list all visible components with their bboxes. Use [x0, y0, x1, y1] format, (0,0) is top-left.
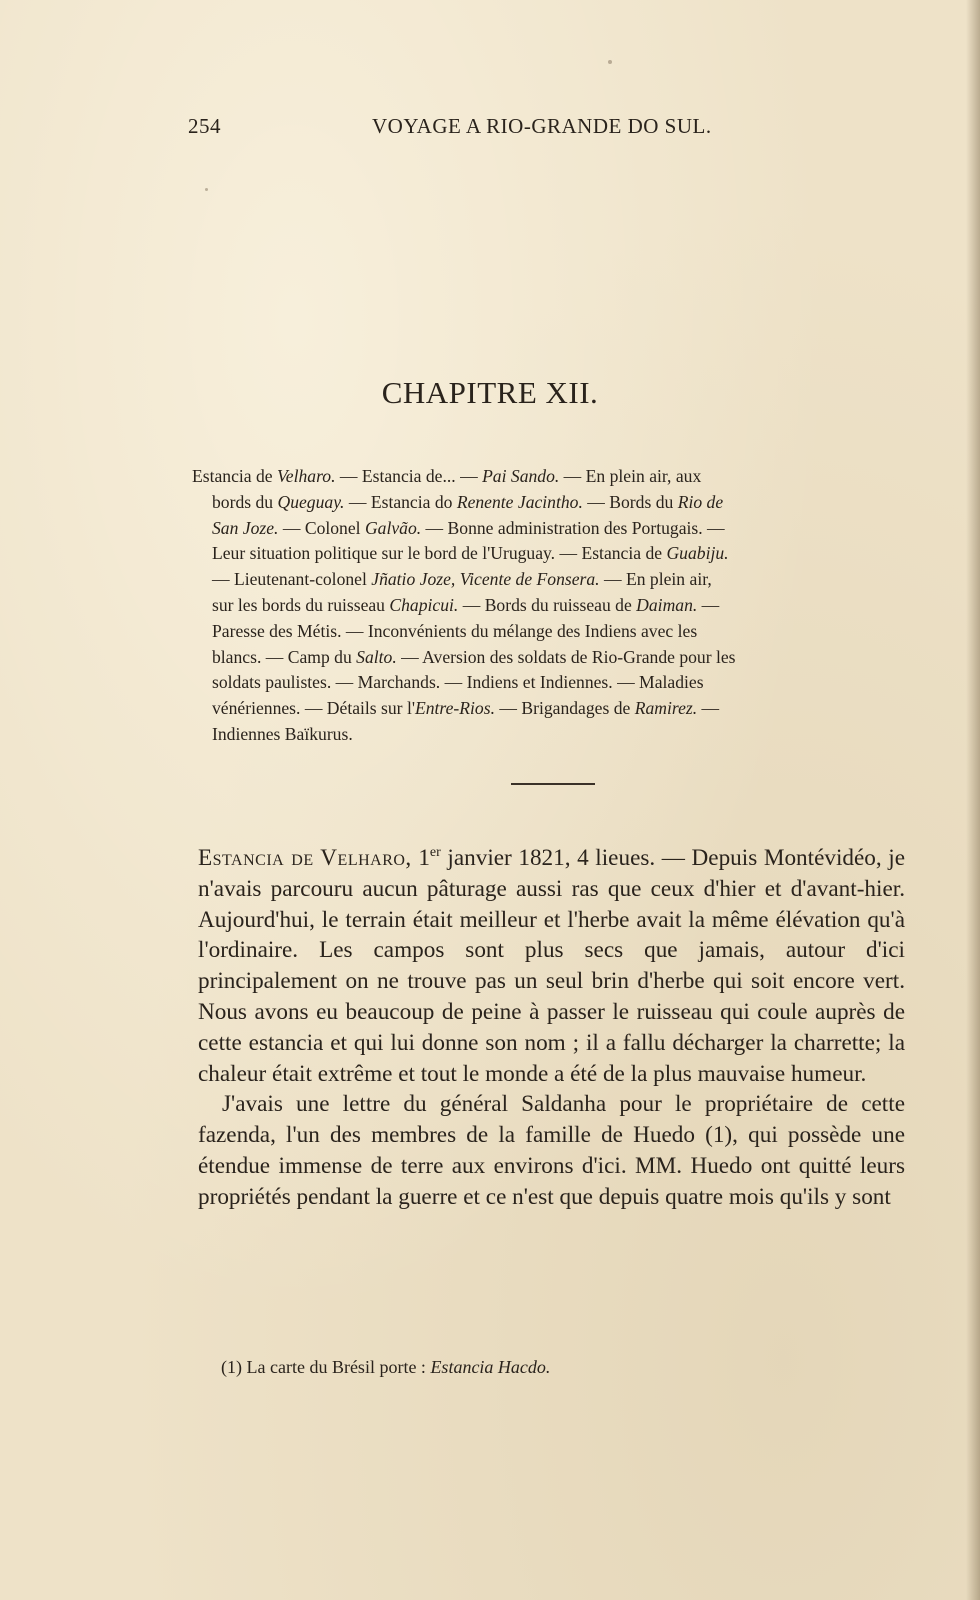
summary-text: sur les bords du ruisseau [212, 594, 390, 615]
paragraph-1-text: janvier 1821, 4 lieues. — Depuis Montévidéo, je n'avais parcouru aucun pâturage aussi ras que ceux d'hier et d'avant-hier. Aujourd'hui, le terrain était meilleur et l'herbe avait la même élévation qu'à l'ordinaire. Les campos sont plus secs que jamais, autour d'ici principalement on ne trouve pas un seul brin d'herbe qui soit encore vert. Nous avons eu beaucoup de peine à passer le ruisseau qui coule auprès de cette estancia et qui lui donne son nom ; il a fallu décharger la charrette; la chaleur était extrême et tout le monde a été de la plus mauvaise humeur. [198, 845, 905, 1087]
summary-line [212, 619, 905, 645]
paragraph-2: J'avais une lettre du général Saldanha pour le propriétaire de cette fazenda, l'un des membres de la famille de Huedo (1), qui possède une étendue immense de terre aux environs d'ici. MM. Huedo ont quitté leurs propriétés pendant la guerre et ce n'est que depuis quatre mois qu'ils y sont [198, 1091, 905, 1210]
footnote [221, 1356, 911, 1378]
summary-text: — Bords du [582, 491, 678, 512]
paper-speck [608, 60, 612, 64]
summary-place-name: Guabiju. [666, 543, 729, 564]
summary-place-name: Ramirez. [634, 698, 698, 719]
summary-place-name: Renente Jacintho. [456, 491, 583, 512]
summary-text: — Bonne administration des Portugais. — [421, 517, 725, 538]
summary-place-name: Entre-Rios. [415, 698, 495, 719]
chapter-summary [192, 464, 905, 748]
summary-place-name: Daiman. [636, 594, 698, 615]
ordinal-superscript: er [429, 845, 441, 860]
entry-day: 1 [418, 845, 430, 871]
summary-place-name: San Joze. [212, 517, 279, 538]
summary-place-name: Galvão. [364, 517, 422, 538]
summary-text: Indiennes Baïkurus. [212, 723, 353, 744]
summary-line [212, 696, 905, 722]
summary-text: — En plein air, [599, 569, 712, 590]
footnote-text: La carte du Brésil porte : [242, 1357, 431, 1377]
summary-line [212, 593, 905, 619]
summary-line [212, 722, 905, 748]
summary-line [212, 541, 905, 567]
entry-heading: Estancia de Velharo, [198, 845, 412, 871]
summary-text: Paresse des Métis. — Inconvénients du mélange des Indiens avec les [212, 620, 698, 641]
summary-text: — [697, 594, 720, 615]
summary-line [212, 645, 905, 671]
summary-place-name: Pai Sando. [482, 466, 560, 486]
summary-place-name: Velharo. [277, 466, 336, 486]
summary-line [192, 464, 905, 490]
summary-line [212, 567, 905, 593]
summary-text: blancs. — Camp du [212, 646, 357, 667]
summary-text: vénériennes. — Détails sur l' [212, 698, 415, 719]
summary-text: Estancia de [192, 466, 277, 486]
footnote-italic: Estancia Hacdo. [430, 1357, 551, 1377]
summary-line [212, 516, 905, 542]
summary-place-name: Jñatio Joze, Vicente de Fonsera. [371, 569, 600, 590]
summary-text: — Estancia do [344, 491, 457, 512]
summary-line [212, 670, 905, 696]
summary-text: soldats paulistes. — Marchands. — Indiens et Indiennes. — Maladies [212, 672, 704, 693]
section-divider [511, 783, 595, 785]
summary-text: Leur situation politique sur le bord de l'Uruguay. — Estancia de [212, 543, 667, 564]
chapter-title: CHAPITRE XII. [381, 375, 599, 410]
summary-text: — Brigandages de [494, 698, 635, 719]
summary-place-name: Salto. [356, 646, 397, 667]
summary-text: — Lieutenant-colonel [212, 569, 372, 590]
body-text [198, 843, 905, 1213]
running-header [188, 114, 728, 144]
paragraph-1 [198, 843, 905, 1089]
footnote-marker: (1) [221, 1357, 242, 1377]
page-number: 254 [188, 114, 221, 138]
summary-text: bords du [212, 491, 278, 512]
summary-text: — Aversion des soldats de Rio-Grande pour les [396, 646, 736, 667]
summary-place-name: Chapicui. [389, 594, 459, 615]
paper-speck [205, 188, 208, 191]
summary-text: — En plein air, aux [559, 466, 702, 486]
page-edge-shadow [966, 0, 980, 1600]
summary-line [212, 490, 905, 516]
summary-text: — Colonel [278, 517, 365, 538]
summary-text: — Bords du ruisseau de [458, 594, 637, 615]
summary-place-name: Queguay. [277, 491, 345, 512]
summary-text: — [697, 698, 720, 719]
running-title: VOYAGE A RIO-GRANDE DO SUL. [372, 114, 712, 138]
summary-place-name: Rio de [677, 491, 724, 512]
summary-text: — Estancia de... — [335, 466, 483, 486]
